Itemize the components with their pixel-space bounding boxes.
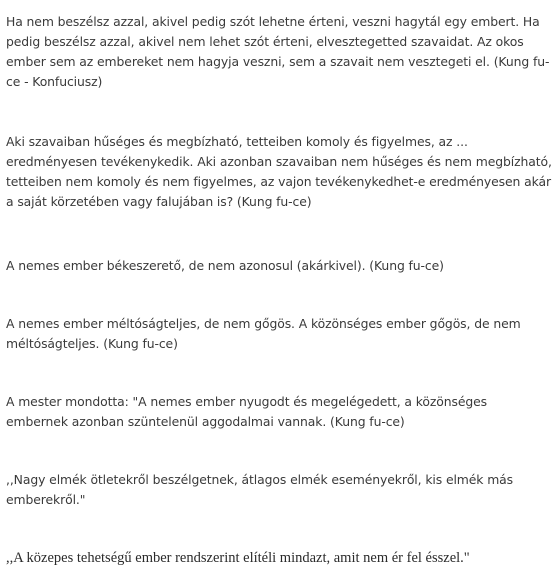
quote-paragraph: Ha nem beszélsz azzal, akivel pedig szót lehetne érteni, veszni hagytál egy embert. Ha pedig beszélsz azzal, akivel nem lehet szót érteni, elvesztegetted szavaidat. Az okos ember sem az embereket nem hagyja veszni, sem a szavait nem vesztegeti el. (Kung fu-ce - Konfuciusz)	[6, 14, 550, 89]
quote-paragraph: ,,Nagy elmék ötletekről beszélgetnek, átlagos elmék eseményekről, kis elmék más emberekről."	[6, 472, 514, 507]
quote-paragraph: ,,A közepes tehetségű ember rendszerint elítéli mindazt, amit nem ér fel ésszel."	[6, 550, 470, 566]
quote-paragraph: A nemes ember békeszerető, de nem azonosul (akárkivel). (Kung fu-ce)	[6, 258, 444, 273]
quote-paragraph: A nemes ember méltóságteljes, de nem gőgös. A közönséges ember gőgös, de nem méltóságteljes. (Kung fu-ce)	[6, 316, 521, 351]
quote-paragraph: Aki szavaiban hűséges és megbízható, tetteiben komoly és figyelmes, az ... eredményesen tevékenykedik. Aki azonban szavaiban nem hűséges és nem megbízható, tetteiben nem komoly és nem figyelmes, az vajon tevékenykedhet-e eredményesen akár a saját körzetében vagy falujában is? (Kung fu-ce)	[6, 134, 552, 209]
quote-paragraph: A mester mondotta: "A nemes ember nyugodt és megelégedett, a közönséges embernek azonban szüntelenül aggodalmai vannak. (Kung fu-ce)	[6, 394, 488, 429]
